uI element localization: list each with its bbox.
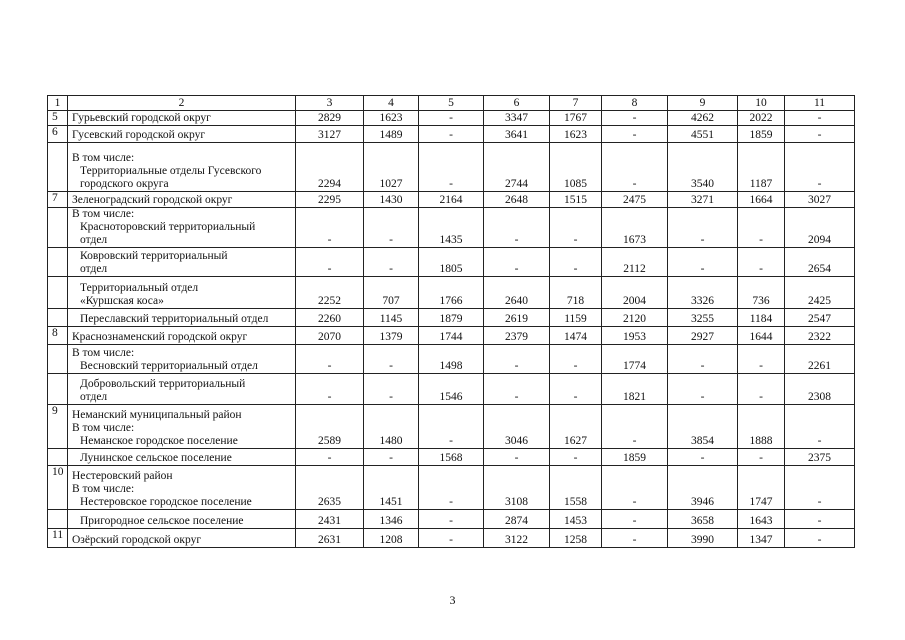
table-row <box>48 143 855 192</box>
row-number: 7 <box>48 192 68 208</box>
row-number: 6 <box>48 126 68 143</box>
value-cell: 1859 <box>738 126 785 143</box>
value-cell: 1568 <box>419 449 484 466</box>
value-cell: - <box>785 126 855 143</box>
value-cell: 2425 <box>785 277 855 309</box>
value-cell: 1888 <box>738 405 785 449</box>
row-number: 11 <box>48 529 68 548</box>
value-cell: 2640 <box>484 277 550 309</box>
row-number: 9 <box>48 405 68 449</box>
data-table <box>47 95 855 548</box>
value-cell: - <box>602 510 668 529</box>
row-number: 10 <box>48 466 68 510</box>
value-cell: - <box>785 405 855 449</box>
value-cell: - <box>484 345 550 374</box>
value-cell: 1159 <box>550 309 602 327</box>
row-name-line: В том числе: <box>72 483 135 495</box>
value-cell: 2547 <box>785 309 855 327</box>
row-number <box>48 449 68 466</box>
value-cell: 2252 <box>296 277 364 309</box>
value-cell: 3641 <box>484 126 550 143</box>
value-cell: 736 <box>738 277 785 309</box>
value-cell: - <box>668 345 738 374</box>
value-cell: 1498 <box>419 345 484 374</box>
value-cell: - <box>296 248 364 277</box>
row-name-line: Неманский муниципальный район <box>72 409 242 421</box>
row-name-line: Неманское городское поселение <box>80 435 238 447</box>
value-cell: 4262 <box>668 111 738 126</box>
value-cell: - <box>419 529 484 548</box>
value-cell: - <box>738 374 785 405</box>
value-cell: - <box>419 126 484 143</box>
row-name <box>68 529 296 548</box>
value-cell: - <box>785 111 855 126</box>
row-name <box>68 309 296 327</box>
value-cell: 1085 <box>550 143 602 192</box>
value-cell: 1435 <box>419 208 484 248</box>
value-cell: - <box>484 374 550 405</box>
header-cell: 11 <box>785 96 855 111</box>
row-name <box>68 248 296 277</box>
row-name <box>68 374 296 405</box>
row-name-line: Пригородное сельское поселение <box>80 515 244 527</box>
value-cell: 1766 <box>419 277 484 309</box>
row-name-line: Нестеровское городское поселение <box>80 496 252 508</box>
value-cell: 1453 <box>550 510 602 529</box>
value-cell: 2022 <box>738 111 785 126</box>
value-cell: - <box>602 466 668 510</box>
row-number <box>48 345 68 374</box>
table-row <box>48 248 855 277</box>
value-cell: 3108 <box>484 466 550 510</box>
row-name-line: отдел <box>80 391 108 403</box>
value-cell: 2475 <box>602 192 668 208</box>
value-cell: 2619 <box>484 309 550 327</box>
value-cell: 3347 <box>484 111 550 126</box>
value-cell: 3271 <box>668 192 738 208</box>
value-cell: 1145 <box>364 309 419 327</box>
header-cell: 7 <box>550 96 602 111</box>
value-cell: 1451 <box>364 466 419 510</box>
value-cell: 2635 <box>296 466 364 510</box>
table-row <box>48 529 855 548</box>
value-cell: - <box>668 449 738 466</box>
value-cell: 1187 <box>738 143 785 192</box>
row-name-line: Переславский территориальный отдел <box>80 313 269 325</box>
value-cell: 2829 <box>296 111 364 126</box>
value-cell: 1184 <box>738 309 785 327</box>
table-row <box>48 510 855 529</box>
value-cell: 1515 <box>550 192 602 208</box>
value-cell: - <box>419 466 484 510</box>
header-cell: 8 <box>602 96 668 111</box>
value-cell: 3122 <box>484 529 550 548</box>
row-name-line: Лунинское сельское поселение <box>80 452 232 464</box>
value-cell: 1627 <box>550 405 602 449</box>
value-cell: 2112 <box>602 248 668 277</box>
value-cell: - <box>785 466 855 510</box>
value-cell: - <box>785 529 855 548</box>
value-cell: 2631 <box>296 529 364 548</box>
row-name-line: Зеленоградский городской округ <box>72 194 233 206</box>
row-name-line: Весновский территориальный отдел <box>80 360 258 372</box>
value-cell: - <box>668 248 738 277</box>
row-name <box>68 143 296 192</box>
row-name-line: Озёрский городской округ <box>72 534 202 546</box>
row-number <box>48 374 68 405</box>
row-name <box>68 126 296 143</box>
value-cell: 1430 <box>364 192 419 208</box>
row-number <box>48 277 68 309</box>
value-cell: 2094 <box>785 208 855 248</box>
row-number <box>48 309 68 327</box>
row-name-line: городского округа <box>80 178 169 190</box>
row-name-line: Гусевский городской округ <box>72 129 206 141</box>
value-cell: 3027 <box>785 192 855 208</box>
value-cell: 2322 <box>785 327 855 345</box>
row-name-line: «Куршская коса» <box>80 295 164 307</box>
row-number <box>48 208 68 248</box>
value-cell: - <box>296 374 364 405</box>
value-cell: 2654 <box>785 248 855 277</box>
row-number <box>48 510 68 529</box>
value-cell: 2004 <box>602 277 668 309</box>
value-cell: 1879 <box>419 309 484 327</box>
value-cell: 1346 <box>364 510 419 529</box>
row-name <box>68 111 296 126</box>
header-cell: 4 <box>364 96 419 111</box>
row-number <box>48 248 68 277</box>
value-cell: - <box>738 449 785 466</box>
value-cell: - <box>296 345 364 374</box>
row-name-line: Ковровский территориальный <box>80 250 228 262</box>
value-cell: - <box>419 510 484 529</box>
value-cell: - <box>364 248 419 277</box>
value-cell: - <box>296 208 364 248</box>
table-row <box>48 327 855 345</box>
table-row <box>48 449 855 466</box>
value-cell: - <box>364 208 419 248</box>
value-cell: 1623 <box>364 111 419 126</box>
value-cell: 1208 <box>364 529 419 548</box>
value-cell: 2308 <box>785 374 855 405</box>
value-cell: - <box>738 248 785 277</box>
value-cell: - <box>364 449 419 466</box>
table-row <box>48 405 855 449</box>
value-cell: - <box>419 405 484 449</box>
page-number: 3 <box>449 593 456 607</box>
value-cell: 3255 <box>668 309 738 327</box>
value-cell: 1546 <box>419 374 484 405</box>
value-cell: - <box>550 374 602 405</box>
value-cell: 3658 <box>668 510 738 529</box>
value-cell: 1644 <box>738 327 785 345</box>
row-name-line: В том числе: <box>72 208 135 220</box>
table-row <box>48 309 855 327</box>
value-cell: 1474 <box>550 327 602 345</box>
value-cell: 2648 <box>484 192 550 208</box>
value-cell: 1558 <box>550 466 602 510</box>
value-cell: 2294 <box>296 143 364 192</box>
table-row <box>48 374 855 405</box>
row-name-line: В том числе: <box>72 347 135 359</box>
row-number: 8 <box>48 327 68 345</box>
value-cell: 1623 <box>550 126 602 143</box>
header-cell: 6 <box>484 96 550 111</box>
value-cell: - <box>484 208 550 248</box>
value-cell: 2379 <box>484 327 550 345</box>
table-row <box>48 208 855 248</box>
value-cell: 1480 <box>364 405 419 449</box>
table-row <box>48 111 855 126</box>
value-cell: 1821 <box>602 374 668 405</box>
value-cell: 1673 <box>602 208 668 248</box>
row-name-line: В том числе: <box>72 422 135 434</box>
row-name <box>68 327 296 345</box>
row-name-line: отдел <box>80 263 108 275</box>
value-cell: 3127 <box>296 126 364 143</box>
value-cell: - <box>738 208 785 248</box>
table-row <box>48 345 855 374</box>
row-name-line: Добровольский территориальный <box>80 378 246 390</box>
value-cell: - <box>602 405 668 449</box>
row-name <box>68 405 296 449</box>
value-cell: 2874 <box>484 510 550 529</box>
table-row <box>48 192 855 208</box>
value-cell: 1643 <box>738 510 785 529</box>
value-cell: - <box>550 208 602 248</box>
value-cell: 3854 <box>668 405 738 449</box>
value-cell: 2431 <box>296 510 364 529</box>
value-cell: 2589 <box>296 405 364 449</box>
value-cell: - <box>419 143 484 192</box>
value-cell: - <box>602 529 668 548</box>
header-cell: 3 <box>296 96 364 111</box>
header-cell: 9 <box>668 96 738 111</box>
row-name-line: Территориальный отдел <box>80 282 199 294</box>
value-cell: - <box>364 374 419 405</box>
value-cell: - <box>668 208 738 248</box>
value-cell: 2261 <box>785 345 855 374</box>
value-cell: 1347 <box>738 529 785 548</box>
row-name <box>68 466 296 510</box>
value-cell: 2744 <box>484 143 550 192</box>
value-cell: - <box>550 449 602 466</box>
row-name <box>68 277 296 309</box>
value-cell: 1747 <box>738 466 785 510</box>
value-cell: 1258 <box>550 529 602 548</box>
value-cell: 4551 <box>668 126 738 143</box>
value-cell: 707 <box>364 277 419 309</box>
value-cell: 1805 <box>419 248 484 277</box>
value-cell: - <box>484 449 550 466</box>
value-cell: 2375 <box>785 449 855 466</box>
value-cell: - <box>550 345 602 374</box>
row-name <box>68 345 296 374</box>
header-cell: 1 <box>48 96 68 111</box>
value-cell: 1744 <box>419 327 484 345</box>
table-row <box>48 126 855 143</box>
value-cell: - <box>419 111 484 126</box>
row-name-line: отдел <box>80 234 108 246</box>
row-name-line: Территориальные отделы Гусевского <box>80 165 262 177</box>
row-number <box>48 143 68 192</box>
row-name-line: Нестеровский район <box>72 470 173 482</box>
value-cell: - <box>296 449 364 466</box>
value-cell: 1027 <box>364 143 419 192</box>
value-cell: 2070 <box>296 327 364 345</box>
row-number: 5 <box>48 111 68 126</box>
header-row <box>48 96 855 111</box>
row-name <box>68 192 296 208</box>
value-cell: 2260 <box>296 309 364 327</box>
value-cell: 3540 <box>668 143 738 192</box>
row-name-line: В том числе: <box>72 152 135 164</box>
value-cell: 2295 <box>296 192 364 208</box>
value-cell: 1767 <box>550 111 602 126</box>
value-cell: 1953 <box>602 327 668 345</box>
value-cell: - <box>602 111 668 126</box>
value-cell: 1379 <box>364 327 419 345</box>
value-cell: 3990 <box>668 529 738 548</box>
row-name-line: Красноторовский территориальный <box>80 221 256 233</box>
row-name <box>68 449 296 466</box>
table-body <box>48 96 855 548</box>
table-row <box>48 466 855 510</box>
value-cell: - <box>738 345 785 374</box>
row-name <box>68 208 296 248</box>
value-cell: 3326 <box>668 277 738 309</box>
row-name-line: Гурьевский городской округ <box>72 112 211 124</box>
value-cell: 2164 <box>419 192 484 208</box>
value-cell: 1774 <box>602 345 668 374</box>
value-cell: 1489 <box>364 126 419 143</box>
value-cell: - <box>785 510 855 529</box>
value-cell: - <box>668 374 738 405</box>
value-cell: - <box>364 345 419 374</box>
header-cell: 10 <box>738 96 785 111</box>
value-cell: 3946 <box>668 466 738 510</box>
table-row <box>48 277 855 309</box>
value-cell: 1859 <box>602 449 668 466</box>
value-cell: 2927 <box>668 327 738 345</box>
header-cell: 5 <box>419 96 484 111</box>
row-name <box>68 510 296 529</box>
value-cell: 718 <box>550 277 602 309</box>
value-cell: - <box>602 143 668 192</box>
value-cell: 2120 <box>602 309 668 327</box>
value-cell: 1664 <box>738 192 785 208</box>
value-cell: - <box>484 248 550 277</box>
value-cell: - <box>550 248 602 277</box>
value-cell: - <box>602 126 668 143</box>
value-cell: - <box>785 143 855 192</box>
value-cell: 3046 <box>484 405 550 449</box>
row-name-line: Краснознаменский городской округ <box>72 331 248 343</box>
header-cell: 2 <box>68 96 296 111</box>
